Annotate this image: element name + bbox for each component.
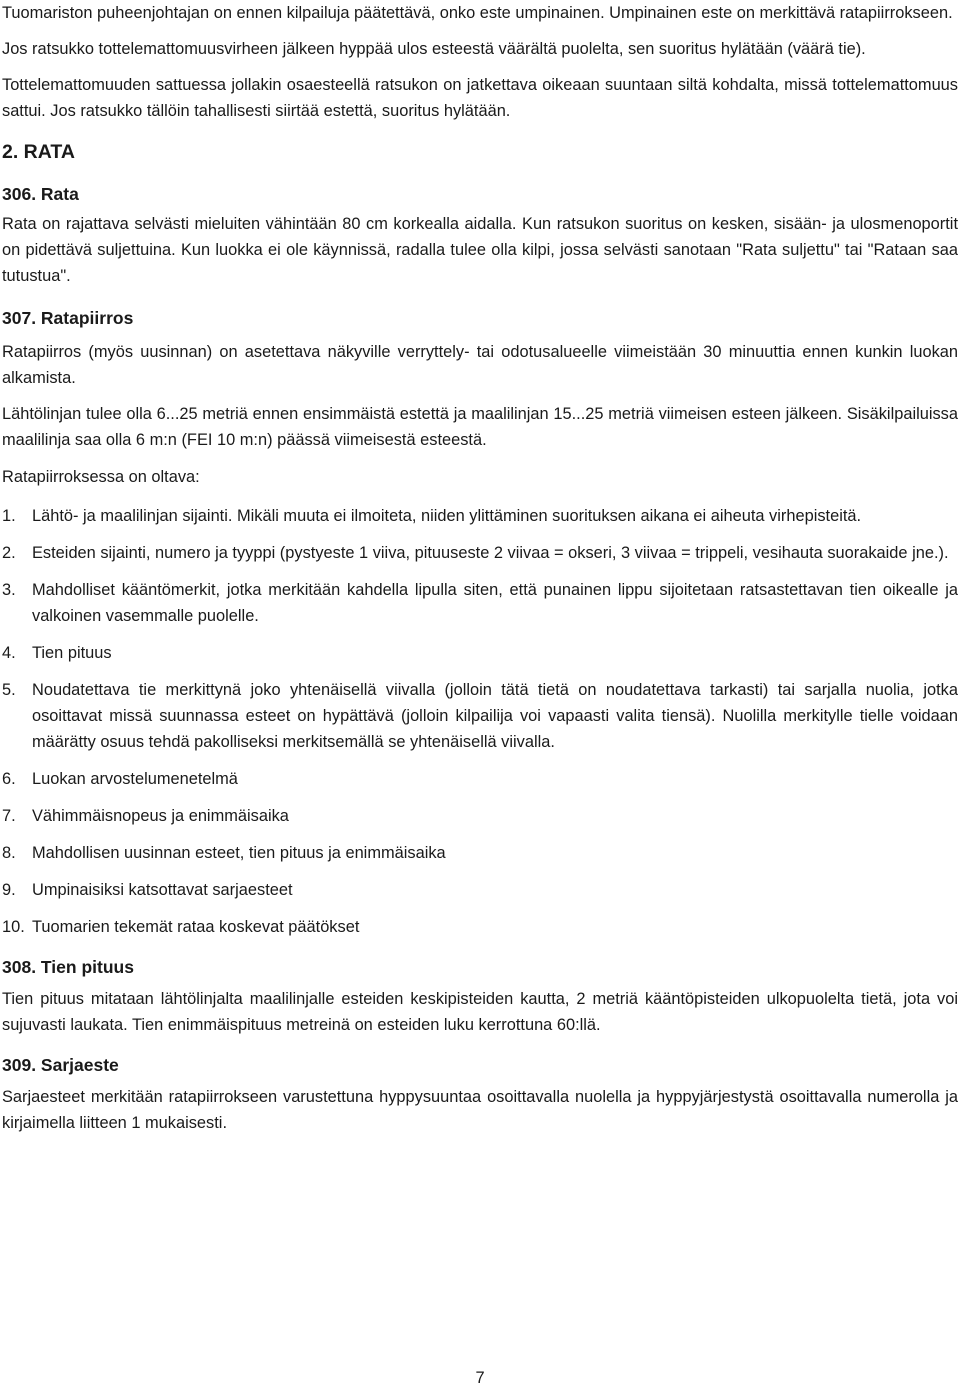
list-item [2,503,958,529]
heading-306: 306. Rata [2,184,79,204]
page-number: 7 [475,1369,485,1387]
paragraph-307-3: Ratapiirroksessa on oltava: [2,468,200,486]
list-item-text: Vähimmäisnopeus ja enimmäisaika [32,807,289,825]
list-item [2,677,958,755]
requirements-list [2,503,958,940]
section-title: 2. RATA [2,141,75,163]
list-item [2,540,958,566]
list-item-number: 6. [2,770,16,788]
paragraph-307-2: Lähtölinjan tulee olla 6...25 metriä ennen ensimmäistä estettä ja maalilinjan 15...25 metriä viimeisen esteen jälkeen. Sisäkilpailuissa maalilinja saa olla 6 m:n (FEI 10 m:n) päässä viimeisestä esteestä. [2,405,958,449]
heading-307: 307. Ratapiirros [2,308,134,328]
intro-paragraph-1: Tuomariston puheenjohtajan on ennen kilpailuja päätettävä, onko este umpinainen. Umpinainen este on merkittävä ratapiirrokseen. [2,4,953,22]
list-item-text: Luokan arvostelumenetelmä [32,770,238,788]
paragraph-306: Rata on rajattava selvästi mieluiten vähintään 80 cm korkealla aidalla. Kun ratsukon suoritus on kesken, sisään- ja ulosmenoportit on pidettävä suljettuina. Kun luokka ei ole käynnissä, radalla tulee olla kilpi, jossa selvästi sanotaan "Rata suljettu" tai "Rataan saa tutustua". [2,215,958,285]
list-item [2,914,958,940]
list-item [2,803,958,829]
paragraph-307-1: Ratapiirros (myös uusinnan) on asetettava näkyville verryttely- tai odotusalueelle viimeistään 30 minuuttia ennen kunkin luokan alkamista. [2,343,958,387]
list-item-text: Lähtö- ja maalilinjan sijainti. Mikäli muuta ei ilmoiteta, niiden ylittäminen suorituksen aikana ei aiheuta virhepisteitä. [32,507,862,525]
list-item-text: Mahdollisen uusinnan esteet, tien pituus ja enimmäisaika [32,844,446,862]
heading-308: 308. Tien pituus [2,957,134,977]
list-item-text: Umpinaisiksi katsottavat sarjaesteet [32,881,293,899]
list-item-number: 3. [2,581,16,599]
list-item-number: 2. [2,544,16,562]
list-item-number: 1. [2,507,16,525]
list-item-number: 10. [2,918,25,936]
list-item-text: Esteiden sijainti, numero ja tyyppi (pystyeste 1 viiva, pituuseste 2 viivaa = okseri, 3 viivaa = trippeli, vesihauta suorakaide jne.). [32,544,949,562]
paragraph-309: Sarjaesteet merkitään ratapiirrokseen varustettuna hyppysuuntaa osoittavalla nuolella ja hyppyjärjestystä osoittavalla numerolla ja kirjaimella liitteen 1 mukaisesti. [2,1088,958,1132]
list-item [2,577,958,629]
intro-paragraph-3: Tottelemattomuuden sattuessa jollakin osaesteellä ratsukon on jatkettava oikeaan suuntaan siltä kohdalta, missä tottelemattomuus sattui. Jos ratsukko tällöin tahallisesti siirtää estettä, suoritus hylätään. [2,76,958,120]
intro-paragraph-2: Jos ratsukko tottelemattomuusvirheen jälkeen hyppää ulos esteestä väärältä puolelta, sen suoritus hylätään (väärä tie). [2,40,866,58]
list-item [2,766,958,792]
list-item-text: Tien pituus [32,644,112,662]
list-item-number: 4. [2,644,16,662]
list-item [2,840,958,866]
document-page [2,0,958,1136]
list-item-text: Tuomarien tekemät rataa koskevat päätökset [32,918,360,936]
list-item [2,640,958,666]
list-item [2,877,958,903]
list-item-number: 8. [2,844,16,862]
list-item-number: 9. [2,881,16,899]
list-item-text: Noudatettava tie merkittynä joko yhtenäisellä viivalla (jolloin tätä tietä on noudatettava tarkasti) tai sarjalla nuolia, jotka osoittavat missä suunnassa esteet on hypättävä (jolloin kilpailija voi vapaasti valita tiensä). Nuolilla merkitylle tielle voidaan määrätty osuus tehdä pakolliseksi merkitsemällä se yhtenäisellä viivalla. [32,681,958,751]
list-item-text: Mahdolliset kääntömerkit, jotka merkitään kahdella lipulla siten, että punainen lippu sijoitetaan ratsastettavan tien oikealle ja valkoinen vasemmalle puolelle. [32,581,958,625]
list-item-number: 7. [2,807,16,825]
list-item-number: 5. [2,681,16,699]
paragraph-308: Tien pituus mitataan lähtölinjalta maalilinjalle esteiden keskipisteiden kautta, 2 metriä kääntöpisteiden ulkopuolelta tietä, jota voi sujuvasti laukata. Tien enimmäispituus metreinä on esteiden luku kerrottuna 60:llä. [2,990,958,1034]
heading-309: 309. Sarjaeste [2,1055,119,1075]
